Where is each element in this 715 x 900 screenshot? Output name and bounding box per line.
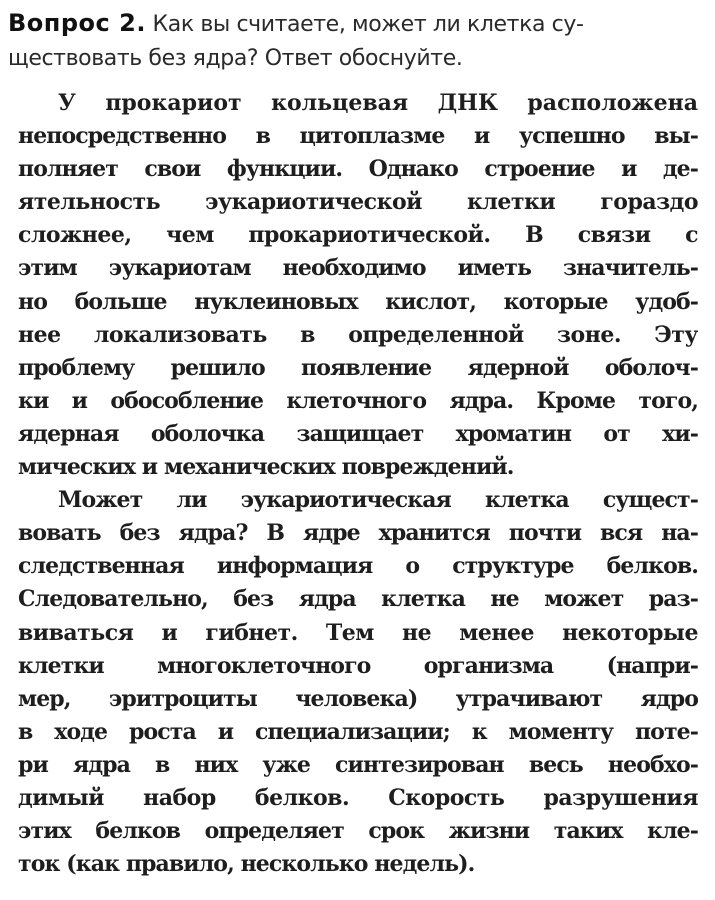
question-text-2: ществовать без ядра? Ответ обоснуйте. bbox=[8, 46, 463, 71]
answer-line: ятельность эукариотической клетки гораздо bbox=[18, 189, 698, 216]
answer-line: мер, эритроциты человека) утрачивают ядро bbox=[18, 685, 698, 712]
question-label: Вопрос 2. bbox=[8, 9, 146, 37]
answer-line: нее локализовать в определенной зоне. Эту bbox=[18, 321, 698, 348]
answer-line: Следовательно, без ядра клетка не может раз- bbox=[18, 586, 698, 613]
answer-line: димый набор белков. Скорость разрушения bbox=[18, 784, 698, 811]
answer-line: ки и обособление клеточного ядра. Кроме того, bbox=[18, 387, 698, 414]
answer-line: этим эукариотам необходимо иметь значитель- bbox=[18, 255, 698, 282]
question-heading bbox=[8, 6, 708, 76]
answer-line: сложнее, чем прокариотической. В связи с bbox=[18, 222, 698, 249]
answer-line: следственная информация о структуре белков. bbox=[18, 553, 698, 580]
answer-line: в ходе роста и специализации; к моменту поте- bbox=[18, 718, 698, 745]
answer-line: проблему решило появление ядерной оболоч- bbox=[18, 354, 698, 381]
answer-line: но больше нуклеиновых кислот, которые удоб- bbox=[18, 288, 698, 315]
answer-line: непосредственно в цитоплазме и успешно вы- bbox=[18, 123, 698, 150]
answer-line: виваться и гибнет. Тем не менее некоторые bbox=[18, 619, 698, 646]
answer-line: вовать без ядра? В ядре хранится почти вся на- bbox=[18, 520, 698, 547]
answer-line: У прокариот кольцевая ДНК расположена bbox=[58, 90, 698, 116]
answer-line: этих белков определяет срок жизни таких кле- bbox=[18, 818, 698, 845]
answer-line: Может ли эукариотическая клетка сущест- bbox=[58, 487, 698, 514]
answer-line: мических и механических повреждений. bbox=[18, 454, 514, 481]
answer-line: ядерная оболочка защищает хроматин от хи- bbox=[18, 420, 698, 447]
question-line-1 bbox=[8, 6, 708, 42]
answer-line: полняет свои функции. Однако строение и де- bbox=[18, 156, 698, 183]
question-text-1: Как вы считаете, может ли клетка су- bbox=[152, 12, 584, 37]
answer-line: клетки многоклеточного организма (напри- bbox=[18, 652, 698, 679]
answer-line: ток (как правило, несколько недель). bbox=[18, 851, 475, 878]
answer-line: ри ядра в них уже синтезирован весь необхо- bbox=[18, 751, 698, 778]
answer-text bbox=[18, 87, 698, 881]
